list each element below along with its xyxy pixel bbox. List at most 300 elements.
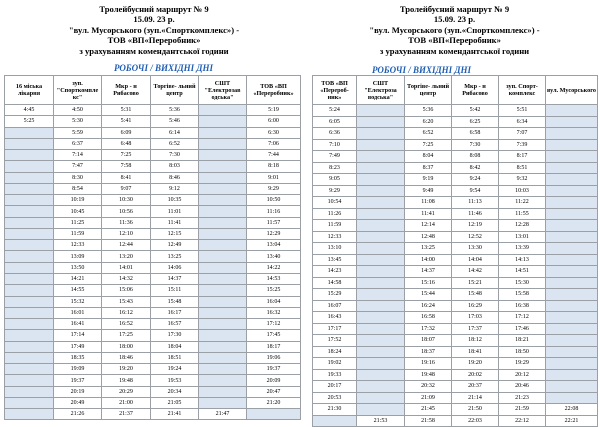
time-cell bbox=[199, 161, 247, 172]
time-cell: 18:17 bbox=[247, 341, 301, 352]
route-date: 15.09. 23 р. bbox=[133, 14, 175, 25]
time-cell bbox=[5, 364, 54, 375]
time-cell: 18:41 bbox=[452, 346, 499, 358]
timetable-row bbox=[313, 254, 598, 266]
timetable-row bbox=[5, 217, 301, 228]
time-cell: 21:20 bbox=[247, 397, 301, 408]
time-cell bbox=[357, 300, 405, 312]
right-table-body bbox=[313, 105, 598, 427]
timetable-row bbox=[313, 277, 598, 289]
time-cell bbox=[546, 139, 598, 151]
column-header: Торгіве- льний центр bbox=[151, 76, 199, 105]
time-cell: 18:04 bbox=[151, 341, 199, 352]
time-cell: 11:08 bbox=[405, 197, 452, 209]
time-cell: 7:30 bbox=[452, 139, 499, 151]
time-cell: 16:43 bbox=[313, 312, 357, 324]
time-cell: 13:20 bbox=[102, 251, 151, 262]
column-header: ТОВ «ВП «Переробник» bbox=[247, 76, 301, 105]
time-cell bbox=[199, 262, 247, 273]
route-from: "вул. Мусорського (зуп.«Спорткомплекс») - bbox=[369, 24, 540, 35]
time-cell: 9:12 bbox=[151, 183, 199, 194]
timetable-row bbox=[313, 220, 598, 232]
time-cell: 9:24 bbox=[452, 174, 499, 186]
time-cell bbox=[546, 369, 598, 381]
time-cell: 8:18 bbox=[247, 161, 301, 172]
time-cell bbox=[357, 335, 405, 347]
timetable-row bbox=[313, 243, 598, 255]
time-cell: 11:01 bbox=[151, 206, 199, 217]
time-cell: 8:03 bbox=[151, 161, 199, 172]
time-cell: 5:36 bbox=[151, 105, 199, 116]
time-cell: 6:48 bbox=[102, 138, 151, 149]
time-cell bbox=[199, 228, 247, 239]
column-header: СШТ "Електрозав одська" bbox=[199, 76, 247, 105]
time-cell: 17:30 bbox=[151, 330, 199, 341]
time-cell bbox=[5, 341, 54, 352]
time-cell: 18:07 bbox=[405, 335, 452, 347]
time-cell: 9:32 bbox=[499, 174, 546, 186]
time-cell bbox=[546, 266, 598, 278]
time-cell: 15:11 bbox=[151, 285, 199, 296]
time-cell: 13:04 bbox=[247, 240, 301, 251]
timetable-row bbox=[5, 172, 301, 183]
column-header: Мкр - н Рибасово bbox=[452, 76, 499, 105]
time-cell: 17:25 bbox=[102, 330, 151, 341]
timetable-row bbox=[5, 397, 301, 408]
time-cell bbox=[546, 335, 598, 347]
time-cell: 17:14 bbox=[54, 330, 102, 341]
time-cell: 18:35 bbox=[54, 352, 102, 363]
time-cell bbox=[199, 352, 247, 363]
time-cell: 9:29 bbox=[247, 183, 301, 194]
time-cell: 19:20 bbox=[102, 364, 151, 375]
time-cell bbox=[5, 240, 54, 251]
time-cell: 15:48 bbox=[452, 289, 499, 301]
time-cell: 7:30 bbox=[151, 150, 199, 161]
time-cell: 4:50 bbox=[54, 105, 102, 116]
column-header: 16 міська лікарня bbox=[5, 76, 54, 105]
time-cell bbox=[5, 330, 54, 341]
time-cell: 17:45 bbox=[247, 330, 301, 341]
time-cell: 16:24 bbox=[405, 300, 452, 312]
time-cell: 14:55 bbox=[54, 285, 102, 296]
time-cell: 14:58 bbox=[313, 277, 357, 289]
route-title: Тролейбусний маршрут № 9 bbox=[399, 4, 510, 14]
time-cell bbox=[546, 185, 598, 197]
time-cell bbox=[199, 116, 247, 127]
time-cell: 17:12 bbox=[499, 312, 546, 324]
time-cell: 11:22 bbox=[499, 197, 546, 209]
time-cell: 7:07 bbox=[499, 128, 546, 140]
time-cell: 13:39 bbox=[499, 243, 546, 255]
time-cell: 11:41 bbox=[151, 217, 199, 228]
time-cell bbox=[546, 381, 598, 393]
time-cell: 20:09 bbox=[247, 375, 301, 386]
time-cell bbox=[357, 231, 405, 243]
time-cell: 19:20 bbox=[452, 358, 499, 370]
time-cell: 20:12 bbox=[499, 369, 546, 381]
timetable-row bbox=[313, 105, 598, 117]
time-cell: 20:49 bbox=[54, 397, 102, 408]
time-cell: 7:06 bbox=[247, 138, 301, 149]
time-cell bbox=[546, 300, 598, 312]
time-cell: 4:45 bbox=[5, 105, 54, 116]
time-cell: 17:03 bbox=[452, 312, 499, 324]
time-cell: 7:14 bbox=[54, 150, 102, 161]
time-cell bbox=[5, 251, 54, 262]
time-cell: 5:25 bbox=[5, 116, 54, 127]
time-cell: 11:25 bbox=[54, 217, 102, 228]
time-cell: 15:32 bbox=[54, 296, 102, 307]
time-cell bbox=[546, 243, 598, 255]
time-cell bbox=[199, 138, 247, 149]
time-cell: 7:39 bbox=[499, 139, 546, 151]
time-cell bbox=[357, 381, 405, 393]
time-cell bbox=[546, 220, 598, 232]
timetable-row bbox=[5, 251, 301, 262]
time-cell: 18:50 bbox=[499, 346, 546, 358]
time-cell: 6:58 bbox=[452, 128, 499, 140]
time-cell bbox=[357, 404, 405, 416]
time-cell: 12:15 bbox=[151, 228, 199, 239]
time-cell: 6:25 bbox=[452, 116, 499, 128]
time-cell: 11:41 bbox=[405, 208, 452, 220]
time-cell bbox=[199, 386, 247, 397]
time-cell: 14:37 bbox=[151, 274, 199, 285]
time-cell: 6:20 bbox=[405, 116, 452, 128]
time-cell bbox=[5, 386, 54, 397]
time-cell: 17:49 bbox=[54, 341, 102, 352]
time-cell: 9:05 bbox=[313, 174, 357, 186]
time-cell: 11:26 bbox=[313, 208, 357, 220]
left-header bbox=[0, 0, 312, 56]
time-cell: 17:17 bbox=[313, 323, 357, 335]
time-cell bbox=[5, 183, 54, 194]
time-cell: 20:02 bbox=[452, 369, 499, 381]
time-cell: 12:48 bbox=[405, 231, 452, 243]
time-cell: 19:48 bbox=[102, 375, 151, 386]
time-cell: 19:16 bbox=[405, 358, 452, 370]
timetable-row bbox=[5, 274, 301, 285]
timetable-row bbox=[313, 300, 598, 312]
time-cell: 8:54 bbox=[54, 183, 102, 194]
time-cell: 17:32 bbox=[405, 323, 452, 335]
time-cell: 19:02 bbox=[313, 358, 357, 370]
time-cell: 5:46 bbox=[151, 116, 199, 127]
time-cell: 21:05 bbox=[151, 397, 199, 408]
time-cell bbox=[357, 185, 405, 197]
time-cell bbox=[546, 208, 598, 220]
time-cell: 17:46 bbox=[499, 323, 546, 335]
time-cell bbox=[247, 409, 301, 420]
time-cell bbox=[357, 220, 405, 232]
time-cell: 7:47 bbox=[54, 161, 102, 172]
time-cell bbox=[546, 105, 598, 117]
time-cell: 21:41 bbox=[151, 409, 199, 420]
time-cell bbox=[199, 307, 247, 318]
time-cell bbox=[546, 289, 598, 301]
time-cell: 5:51 bbox=[499, 105, 546, 117]
time-cell: 15:06 bbox=[102, 285, 151, 296]
time-cell: 9:19 bbox=[405, 174, 452, 186]
time-cell bbox=[546, 358, 598, 370]
time-cell bbox=[5, 127, 54, 138]
time-cell: 14:51 bbox=[499, 266, 546, 278]
time-cell: 12:14 bbox=[405, 220, 452, 232]
timetable-row bbox=[5, 330, 301, 341]
time-cell: 5:42 bbox=[452, 105, 499, 117]
time-cell: 14:32 bbox=[102, 274, 151, 285]
time-cell bbox=[5, 319, 54, 330]
timetable-row bbox=[313, 185, 598, 197]
time-cell: 20:46 bbox=[499, 381, 546, 393]
time-cell: 22:03 bbox=[452, 415, 499, 427]
time-cell: 11:59 bbox=[54, 228, 102, 239]
timetable-row bbox=[313, 392, 598, 404]
time-cell: 5:24 bbox=[313, 105, 357, 117]
time-cell: 19:48 bbox=[405, 369, 452, 381]
route-to: ТОВ «ВП«Переробник» bbox=[107, 35, 201, 46]
time-cell: 21:45 bbox=[405, 404, 452, 416]
timetable-row bbox=[313, 404, 598, 416]
time-cell: 5:41 bbox=[102, 116, 151, 127]
time-cell bbox=[357, 277, 405, 289]
time-cell: 13:10 bbox=[313, 243, 357, 255]
timetable-row bbox=[5, 150, 301, 161]
time-cell bbox=[199, 330, 247, 341]
column-header: вул. Мусорського bbox=[546, 76, 598, 105]
time-cell: 19:24 bbox=[151, 364, 199, 375]
time-cell: 6:00 bbox=[247, 116, 301, 127]
time-cell: 19:29 bbox=[499, 358, 546, 370]
time-cell: 16:01 bbox=[54, 307, 102, 318]
time-cell: 14:00 bbox=[405, 254, 452, 266]
time-cell bbox=[357, 369, 405, 381]
time-cell: 12:49 bbox=[151, 240, 199, 251]
time-cell: 8:41 bbox=[102, 172, 151, 183]
time-cell: 15:21 bbox=[452, 277, 499, 289]
route-date: 15.09. 23 р. bbox=[433, 14, 476, 25]
time-cell: 21:09 bbox=[405, 392, 452, 404]
timetable-row bbox=[5, 262, 301, 273]
time-cell: 8:17 bbox=[499, 151, 546, 163]
time-cell bbox=[546, 174, 598, 186]
time-cell bbox=[546, 231, 598, 243]
time-cell: 16:07 bbox=[313, 300, 357, 312]
time-cell bbox=[357, 174, 405, 186]
time-cell bbox=[5, 228, 54, 239]
timetable-row bbox=[313, 289, 598, 301]
time-cell bbox=[357, 162, 405, 174]
time-cell: 13:30 bbox=[452, 243, 499, 255]
time-cell: 9:29 bbox=[313, 185, 357, 197]
time-cell: 8:42 bbox=[452, 162, 499, 174]
time-cell bbox=[357, 312, 405, 324]
time-cell: 15:29 bbox=[313, 289, 357, 301]
time-cell: 19:53 bbox=[151, 375, 199, 386]
time-cell bbox=[199, 172, 247, 183]
timetable-row bbox=[5, 285, 301, 296]
right-schedule-panel bbox=[312, 0, 597, 427]
time-cell bbox=[199, 375, 247, 386]
time-cell bbox=[5, 296, 54, 307]
time-cell: 10:30 bbox=[102, 195, 151, 206]
time-cell: 17:12 bbox=[247, 319, 301, 330]
time-cell: 11:59 bbox=[313, 220, 357, 232]
time-cell: 8:30 bbox=[54, 172, 102, 183]
time-cell: 12:52 bbox=[452, 231, 499, 243]
time-cell: 19:06 bbox=[247, 352, 301, 363]
time-cell: 14:21 bbox=[54, 274, 102, 285]
time-cell: 14:06 bbox=[151, 262, 199, 273]
time-cell: 21:26 bbox=[54, 409, 102, 420]
timetable-row bbox=[313, 323, 598, 335]
timetable-row bbox=[313, 231, 598, 243]
time-cell bbox=[357, 128, 405, 140]
time-cell: 5:36 bbox=[405, 105, 452, 117]
time-cell: 15:58 bbox=[499, 289, 546, 301]
time-cell: 9:54 bbox=[452, 185, 499, 197]
time-cell: 12:19 bbox=[452, 220, 499, 232]
time-cell: 18:00 bbox=[102, 341, 151, 352]
timetable-row bbox=[313, 381, 598, 393]
time-cell: 14:13 bbox=[499, 254, 546, 266]
time-cell: 6:05 bbox=[313, 116, 357, 128]
time-cell: 6:52 bbox=[151, 138, 199, 149]
time-cell: 11:36 bbox=[102, 217, 151, 228]
time-cell: 19:33 bbox=[313, 369, 357, 381]
time-cell: 11:55 bbox=[499, 208, 546, 220]
time-cell: 17:37 bbox=[452, 323, 499, 335]
time-cell: 18:24 bbox=[313, 346, 357, 358]
time-cell: 6:36 bbox=[313, 128, 357, 140]
time-cell: 16:52 bbox=[102, 319, 151, 330]
timetable-row bbox=[5, 161, 301, 172]
time-cell: 13:01 bbox=[499, 231, 546, 243]
time-cell: 7:10 bbox=[313, 139, 357, 151]
time-cell: 20:32 bbox=[405, 381, 452, 393]
time-cell: 21:47 bbox=[199, 409, 247, 420]
time-cell: 10:50 bbox=[247, 195, 301, 206]
column-header: Торгіве- льний центр bbox=[405, 76, 452, 105]
time-cell: 6:09 bbox=[102, 127, 151, 138]
time-cell: 20:53 bbox=[313, 392, 357, 404]
time-cell: 12:33 bbox=[313, 231, 357, 243]
time-cell bbox=[357, 254, 405, 266]
left-schedule-panel bbox=[4, 0, 300, 420]
time-cell: 10:19 bbox=[54, 195, 102, 206]
time-cell: 14:04 bbox=[452, 254, 499, 266]
time-cell: 12:44 bbox=[102, 240, 151, 251]
time-cell: 8:51 bbox=[499, 162, 546, 174]
time-cell: 8:23 bbox=[313, 162, 357, 174]
route-to: ТОВ «ВП«Переробник» bbox=[408, 35, 501, 46]
time-cell: 18:46 bbox=[102, 352, 151, 363]
time-cell: 10:54 bbox=[313, 197, 357, 209]
time-cell bbox=[357, 289, 405, 301]
time-cell bbox=[199, 341, 247, 352]
time-cell: 11:57 bbox=[247, 217, 301, 228]
time-cell bbox=[357, 151, 405, 163]
curfew-note: з урахуванням комендантської години bbox=[79, 45, 229, 56]
time-cell: 16:12 bbox=[102, 307, 151, 318]
time-cell: 7:58 bbox=[102, 161, 151, 172]
time-cell: 20:34 bbox=[151, 386, 199, 397]
time-cell: 20:17 bbox=[313, 381, 357, 393]
time-cell bbox=[199, 319, 247, 330]
time-cell: 6:52 bbox=[405, 128, 452, 140]
route-from: "вул. Мусорського (зуп.«Спорткомплекс») - bbox=[68, 24, 240, 35]
time-cell bbox=[357, 208, 405, 220]
time-cell: 7:25 bbox=[405, 139, 452, 151]
time-cell: 12:29 bbox=[247, 228, 301, 239]
time-cell: 15:43 bbox=[102, 296, 151, 307]
timetable-row bbox=[5, 341, 301, 352]
time-cell bbox=[357, 358, 405, 370]
days-subtitle: РОБОЧІ / ВИХІДНІ ДНІ bbox=[114, 63, 214, 74]
time-cell: 9:01 bbox=[247, 172, 301, 183]
column-header: зуп. Спорт- комплекс bbox=[499, 76, 546, 105]
time-cell: 15:48 bbox=[151, 296, 199, 307]
time-cell: 13:45 bbox=[313, 254, 357, 266]
time-cell bbox=[199, 150, 247, 161]
timetable-row bbox=[313, 139, 598, 151]
time-cell: 5:30 bbox=[54, 116, 102, 127]
time-cell bbox=[5, 138, 54, 149]
time-cell bbox=[199, 127, 247, 138]
time-cell bbox=[5, 274, 54, 285]
time-cell: 6:30 bbox=[247, 127, 301, 138]
time-cell bbox=[546, 197, 598, 209]
time-cell: 5:19 bbox=[247, 105, 301, 116]
time-cell bbox=[5, 375, 54, 386]
timetable-row bbox=[313, 358, 598, 370]
timetable-row bbox=[5, 116, 301, 127]
time-cell: 22:08 bbox=[546, 404, 598, 416]
time-cell bbox=[199, 183, 247, 194]
time-cell: 16:29 bbox=[452, 300, 499, 312]
time-cell: 19:37 bbox=[54, 375, 102, 386]
time-cell bbox=[199, 217, 247, 228]
time-cell: 18:12 bbox=[452, 335, 499, 347]
time-cell: 13:40 bbox=[247, 251, 301, 262]
time-cell: 7:25 bbox=[102, 150, 151, 161]
time-cell: 11:13 bbox=[452, 197, 499, 209]
time-cell bbox=[5, 172, 54, 183]
time-cell bbox=[5, 352, 54, 363]
time-cell bbox=[546, 312, 598, 324]
time-cell bbox=[5, 285, 54, 296]
time-cell: 19:37 bbox=[247, 364, 301, 375]
time-cell: 12:28 bbox=[499, 220, 546, 232]
column-header: ТОВ «ВП «Перероб- ник» bbox=[313, 76, 357, 105]
time-cell bbox=[5, 397, 54, 408]
timetable-row bbox=[313, 116, 598, 128]
time-cell: 7:44 bbox=[247, 150, 301, 161]
time-cell bbox=[5, 206, 54, 217]
right-header bbox=[312, 0, 597, 56]
timetable-row bbox=[5, 127, 301, 138]
time-cell: 5:31 bbox=[102, 105, 151, 116]
time-cell: 18:21 bbox=[499, 335, 546, 347]
time-cell bbox=[546, 254, 598, 266]
time-cell bbox=[5, 217, 54, 228]
timetable-row bbox=[313, 369, 598, 381]
days-subtitle: РОБОЧІ / ВИХІДНІ ДНІ bbox=[372, 65, 472, 76]
time-cell: 12:33 bbox=[54, 240, 102, 251]
time-cell: 8:04 bbox=[405, 151, 452, 163]
time-cell: 16:17 bbox=[151, 307, 199, 318]
